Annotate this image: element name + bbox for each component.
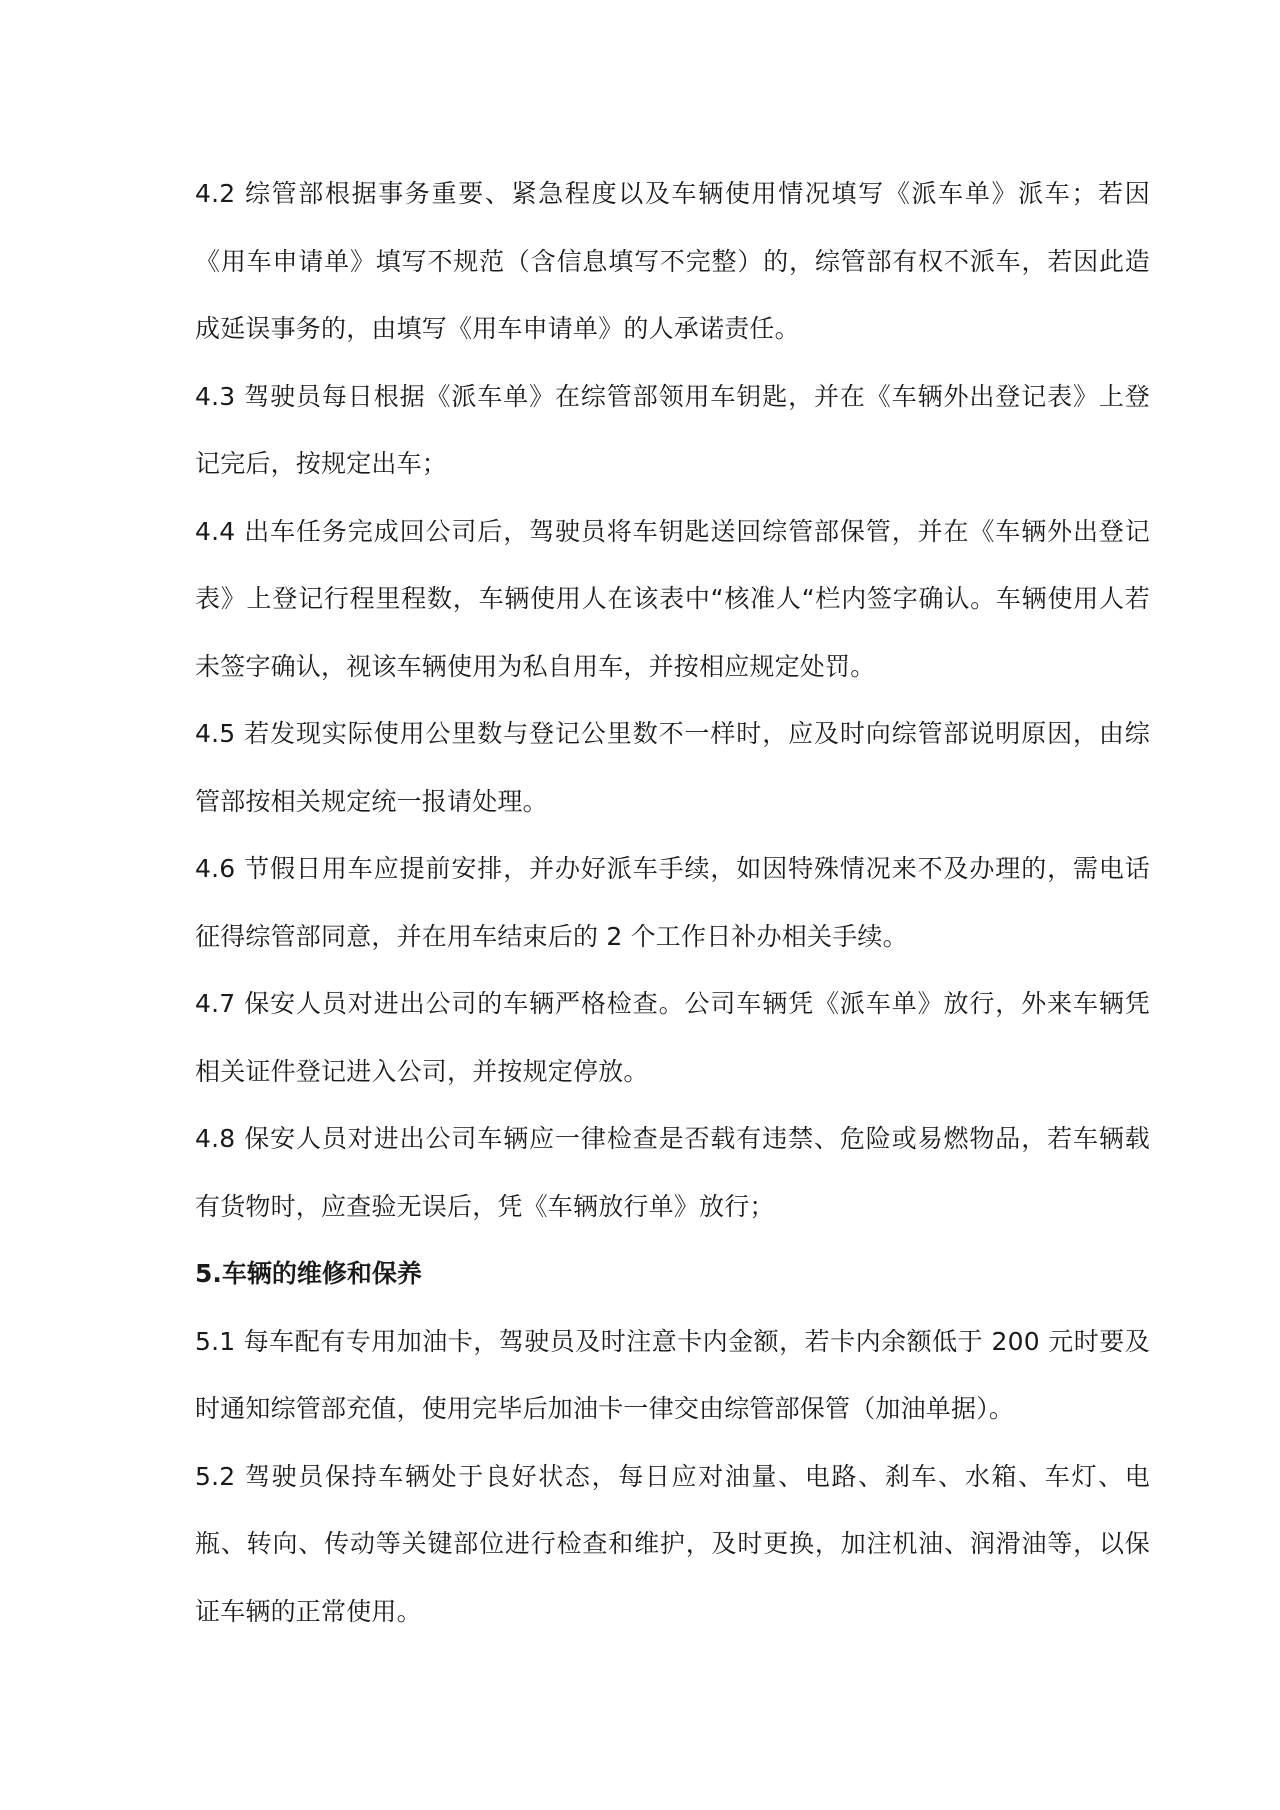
paragraph-4-3: 4.3 驾驶员每日根据《派车单》在综管部领用车钥匙，并在《车辆外出登记表》上登记完后，按规定出车；	[195, 381, 1150, 478]
paragraph-4-4: 4.4 出车任务完成回公司后，驾驶员将车钥匙送回综管部保管，并在《车辆外出登记表》上登记行程里程数，车辆使用人在该表中“核准人“栏内签字确认。车辆使用人若未签字确认，视该车辆使用为私自用车，并按相应规定处罚。	[195, 516, 1150, 681]
paragraph-5-1: 5.1 每车配有专用加油卡，驾驶员及时注意卡内金额，若卡内余额低于 200 元时要及时通知综管部充值，使用完毕后加油卡一律交由综管部保管（加油单据）。	[195, 1326, 1150, 1423]
paragraph-4-2: 4.2 综管部根据事务重要、紧急程度以及车辆使用情况填写《派车单》派车；若因《用车申请单》填写不规范（含信息填写不完整）的，综管部有权不派车，若因此造成延误事务的，由填写《用车申请单》的人承诺责任。	[195, 179, 1150, 343]
document-body	[195, 160, 1150, 1645]
section-heading-5: 5.车辆的维修和保养	[195, 1259, 422, 1288]
paragraph-4-6: 4.6 节假日用车应提前安排，并办好派车手续，如因特殊情况来不及办理的，需电话征得综管部同意，并在用车结束后的 2 个工作日补办相关手续。	[195, 854, 1150, 951]
paragraph-4-5: 4.5 若发现实际使用公里数与登记公里数不一样时，应及时向综管部说明原因，由综管部按相关规定统一报请处理。	[195, 719, 1150, 816]
paragraph-4-7: 4.7 保安人员对进出公司的车辆严格检查。公司车辆凭《派车单》放行，外来车辆凭相关证件登记进入公司，并按规定停放。	[195, 989, 1150, 1086]
paragraph-5-2: 5.2 驾驶员保持车辆处于良好状态，每日应对油量、电路、刹车、水箱、车灯、电瓶、转向、传动等关键部位进行检查和维护，及时更换，加注机油、润滑油等，以保证车辆的正常使用。	[195, 1461, 1150, 1626]
paragraph-4-8: 4.8 保安人员对进出公司车辆应一律检查是否载有违禁、危险或易燃物品，若车辆载有货物时，应查验无误后，凭《车辆放行单》放行；	[195, 1124, 1150, 1221]
